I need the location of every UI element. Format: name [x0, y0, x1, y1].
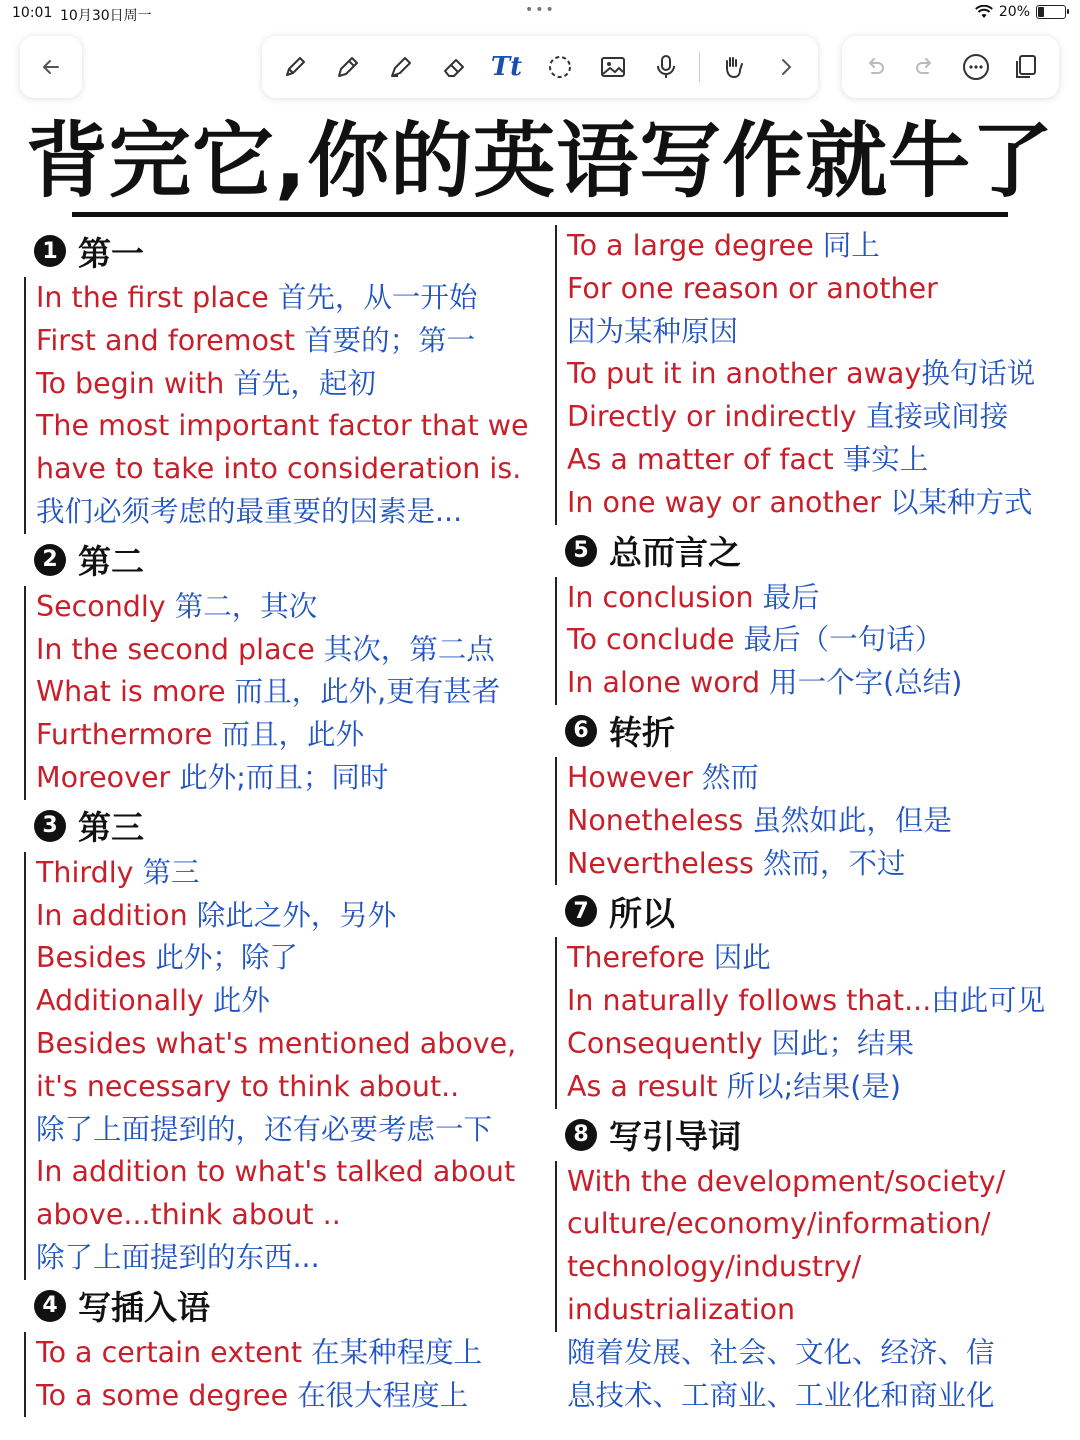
chinese-translation: 用一个字(总结) — [760, 666, 963, 700]
chinese-translation: 此外；除了 — [146, 941, 298, 975]
chinese-translation: 换句话说 — [921, 357, 1036, 391]
english-phrase: have to take into consideration is. — [36, 452, 522, 486]
english-phrase: Directly or indirectly — [567, 400, 857, 434]
section-heading-label: 转折 — [609, 713, 675, 753]
undo-button[interactable] — [855, 47, 895, 87]
english-phrase: In naturally follows that... — [567, 984, 932, 1018]
english-phrase: To begin with — [36, 366, 225, 400]
toolbar-separator — [699, 52, 700, 82]
microphone-icon — [651, 52, 681, 82]
battery-percent: 20% — [998, 4, 1030, 20]
english-phrase: To conclude — [567, 623, 735, 657]
pages-icon — [1011, 52, 1041, 82]
phrase-line — [36, 277, 544, 320]
section-heading-label: 写引导词 — [609, 1117, 741, 1157]
phrase-line — [36, 405, 544, 448]
phrase-block — [555, 225, 1075, 525]
phrase-line — [567, 225, 1075, 268]
phrase-line — [36, 852, 544, 895]
chinese-translation: 事实上 — [833, 442, 929, 476]
chinese-translation: 在某种程度上 — [302, 1335, 483, 1369]
english-phrase: Consequently — [567, 1026, 763, 1060]
phrase-line — [36, 448, 544, 491]
chinese-translation: 随着发展、社会、文化、经济、信 — [567, 1335, 995, 1369]
phrase-line — [567, 577, 1075, 620]
phrase-line — [36, 320, 544, 363]
chinese-translation: 除了上面提到的，还有必要考虑一下 — [36, 1112, 493, 1146]
english-phrase: To a large degree — [567, 229, 814, 262]
phrase-block — [555, 757, 1075, 885]
pen-tool-button[interactable] — [275, 47, 315, 87]
chinese-translation: 因为某种原因 — [567, 314, 739, 348]
undo-icon — [860, 52, 890, 82]
phrase-block — [555, 937, 1075, 1108]
more-button[interactable] — [956, 47, 996, 87]
phrase-line — [567, 1246, 1075, 1289]
image-icon — [598, 52, 628, 82]
phrase-line — [567, 1161, 1075, 1204]
section-number-badge: 5 — [565, 535, 597, 567]
english-phrase: Besides — [36, 941, 147, 975]
chinese-translation: 此外 — [203, 984, 270, 1018]
chinese-translation: 第二，其次 — [165, 589, 318, 623]
section-number-badge: 2 — [34, 544, 66, 576]
english-phrase: In the first place — [36, 281, 269, 314]
english-phrase: Nevertheless — [567, 846, 754, 880]
phrase-line — [567, 268, 1075, 311]
english-phrase: Secondly — [36, 589, 166, 623]
phrase-line — [567, 980, 1075, 1023]
phrase-line — [567, 757, 1075, 800]
pencil-tool-button[interactable] — [328, 47, 368, 87]
section-heading-label: 总而言之 — [609, 533, 741, 573]
english-phrase: As a matter of fact — [567, 442, 834, 476]
english-phrase: In conclusion — [567, 580, 754, 614]
phrase-line — [36, 671, 544, 714]
pencil-icon — [333, 52, 363, 82]
chinese-translation: 然而，不过 — [753, 846, 906, 880]
phrase-block — [24, 852, 544, 1280]
chinese-translation: 首先，从一开始 — [268, 281, 478, 314]
phrase-line — [36, 586, 544, 629]
section-heading — [24, 225, 544, 277]
chinese-translation: 此外;而且；同时 — [170, 760, 389, 794]
eraser-tool-button[interactable] — [434, 47, 474, 87]
english-phrase: it's necessary to think about.. — [36, 1069, 460, 1103]
chinese-translation: 第三 — [133, 855, 200, 889]
chinese-translation: 因此 — [704, 941, 771, 975]
chinese-translation: 首先，起初 — [224, 366, 376, 400]
english-phrase: Therefore — [567, 941, 705, 975]
phrase-line — [567, 843, 1075, 886]
phrase-line — [36, 714, 544, 757]
phrase-line — [36, 1332, 544, 1375]
chinese-translation: 在很大程度上 — [288, 1378, 469, 1412]
section-heading — [555, 705, 1075, 757]
english-phrase: In alone word — [567, 666, 761, 700]
chinese-translation: 由此可见 — [931, 984, 1046, 1018]
section-number-badge: 7 — [565, 895, 597, 927]
left-column — [24, 225, 544, 1417]
phrase-block — [24, 277, 544, 534]
chinese-translation: 而且，此外 — [212, 718, 364, 752]
english-phrase: industrialization — [567, 1292, 796, 1326]
english-phrase: With the development/society/ — [567, 1164, 1006, 1198]
english-phrase: Nonetheless — [567, 803, 744, 837]
phrase-line — [36, 1237, 544, 1280]
section-heading — [24, 534, 544, 586]
phrase-line — [567, 619, 1075, 662]
lasso-icon — [545, 52, 575, 82]
section-heading-label: 写插入语 — [78, 1288, 210, 1328]
chinese-translation: 最后（一句话） — [734, 623, 944, 657]
phrase-line — [36, 895, 544, 938]
section-number-badge: 4 — [34, 1290, 66, 1322]
phrase-line — [36, 629, 544, 672]
section-number-badge: 6 — [565, 715, 597, 747]
section-heading-label: 第三 — [78, 808, 144, 848]
section-heading-label: 第二 — [78, 542, 144, 582]
phrase-line — [567, 1289, 1075, 1332]
microphone-tool-button[interactable] — [646, 47, 686, 87]
english-phrase: However — [567, 760, 693, 794]
phrase-line — [567, 311, 1075, 354]
english-phrase: To put it in another away — [567, 357, 922, 391]
pen-icon — [280, 52, 310, 82]
phrase-line — [567, 1023, 1075, 1066]
english-phrase: Moreover — [36, 760, 171, 794]
english-phrase: For one reason or another — [567, 271, 938, 305]
text-tool-icon: Tt — [490, 52, 523, 82]
phrase-line — [567, 439, 1075, 482]
chinese-translation: 同上 — [813, 229, 880, 262]
redo-button[interactable] — [905, 47, 945, 87]
chinese-translation: 首要的；第一 — [295, 323, 476, 357]
actions-toolbar — [842, 36, 1059, 98]
phrase-line — [36, 757, 544, 800]
right-column — [555, 225, 1075, 1417]
english-phrase: The most important factor that we — [36, 409, 529, 443]
chinese-translation: 然而 — [692, 760, 759, 794]
phrase-line — [567, 353, 1075, 396]
highlighter-icon — [386, 52, 416, 82]
english-phrase: What is more — [36, 675, 226, 709]
section-heading — [555, 525, 1075, 577]
phrase-line — [567, 800, 1075, 843]
phrase-line — [36, 491, 544, 534]
phrase-line — [36, 937, 544, 980]
highlighter-tool-button[interactable] — [381, 47, 421, 87]
phrase-line — [567, 482, 1075, 525]
phrase-line — [567, 662, 1075, 705]
phrase-line — [36, 1023, 544, 1066]
phrase-line — [567, 1066, 1075, 1109]
chinese-translation: 而且，此外,更有甚者 — [225, 675, 501, 709]
chinese-translation: 因此；结果 — [762, 1026, 915, 1060]
more-icon — [961, 52, 991, 82]
chinese-translation: 最后 — [753, 580, 820, 614]
chinese-translation: 息技术、工商业、工业化和商业化 — [567, 1378, 995, 1412]
chinese-translation: 直接或间接 — [856, 400, 1009, 434]
section-number-badge: 1 — [34, 235, 66, 267]
back-panel — [20, 36, 82, 98]
hand-gesture-button[interactable] — [713, 47, 753, 87]
page-title: 背完它,你的英语写作就牛了 — [25, 114, 1055, 209]
english-phrase: In addition — [36, 898, 188, 932]
section-heading — [555, 1109, 1075, 1161]
phrase-line — [36, 1375, 544, 1418]
chinese-translation: 其次，第二点 — [314, 632, 495, 666]
hand-gesture-icon — [718, 52, 748, 82]
battery-fill — [1038, 7, 1044, 17]
section-heading — [24, 1280, 544, 1332]
back-button[interactable] — [31, 47, 71, 87]
pages-button[interactable] — [1006, 47, 1046, 87]
english-phrase: As a result — [567, 1069, 718, 1103]
chinese-translation: 除了上面提到的东西... — [36, 1240, 320, 1274]
image-tool-button[interactable] — [593, 47, 633, 87]
phrase-block — [24, 586, 544, 800]
phrase-line — [567, 1203, 1075, 1246]
english-phrase: culture/economy/information/ — [567, 1207, 991, 1241]
phrase-line — [36, 1109, 544, 1152]
section-heading-label: 第一 — [78, 233, 144, 273]
chinese-translation: 所以;结果(是) — [717, 1069, 901, 1103]
battery-icon — [1036, 5, 1066, 19]
phrase-block — [555, 1161, 1075, 1332]
phrase-block — [555, 1332, 1075, 1418]
phrase-line — [36, 1066, 544, 1109]
section-number-badge: 8 — [565, 1119, 597, 1151]
english-phrase: above...think about .. — [36, 1198, 341, 1232]
phrase-line — [567, 1375, 1075, 1418]
phrase-block — [24, 1332, 544, 1418]
text-tool-button[interactable] — [487, 47, 527, 87]
english-phrase: To a some degree — [36, 1378, 289, 1412]
section-heading — [24, 800, 544, 852]
drawing-toolbar — [262, 36, 818, 98]
phrase-line — [36, 1194, 544, 1237]
english-phrase: In one way or another — [567, 485, 881, 519]
english-phrase: First and foremost — [36, 323, 296, 357]
status-date: 10月30日周一 — [60, 8, 152, 24]
phrase-line — [36, 363, 544, 406]
english-phrase: In addition to what's talked about — [36, 1155, 516, 1189]
phrase-line — [36, 980, 544, 1023]
chevron-right-icon — [771, 52, 801, 82]
chinese-translation: 虽然如此，但是 — [743, 803, 952, 837]
lasso-tool-button[interactable] — [540, 47, 580, 87]
english-phrase: Additionally — [36, 984, 204, 1018]
phrase-line — [567, 396, 1075, 439]
redo-icon — [910, 52, 940, 82]
section-number-badge: 3 — [34, 810, 66, 842]
status-right — [975, 4, 1066, 20]
eraser-icon — [439, 52, 469, 82]
chinese-translation: 以某种方式 — [881, 485, 1033, 519]
status-bar — [0, 0, 1080, 28]
phrase-line — [567, 1332, 1075, 1375]
phrase-line — [36, 1151, 544, 1194]
multitask-dots[interactable]: ••• — [525, 2, 556, 18]
english-phrase: technology/industry/ — [567, 1250, 862, 1284]
phrase-line — [567, 937, 1075, 980]
more-tools-button[interactable] — [766, 47, 806, 87]
title-underline — [72, 212, 1008, 217]
chinese-translation: 我们必须考虑的最重要的因素是... — [36, 494, 463, 528]
english-phrase: To a certain extent — [36, 1335, 303, 1369]
english-phrase: In the second place — [36, 632, 315, 666]
section-heading — [555, 885, 1075, 937]
english-phrase: Thirdly — [36, 855, 134, 889]
chinese-translation: 除此之外，另外 — [187, 898, 397, 932]
phrase-block — [555, 577, 1075, 705]
english-phrase: Besides what's mentioned above, — [36, 1026, 517, 1060]
section-heading-label: 所以 — [609, 893, 675, 933]
wifi-icon — [975, 5, 993, 19]
arrow-left-icon — [36, 52, 66, 82]
status-time: 10:01 — [12, 5, 53, 21]
english-phrase: Furthermore — [36, 718, 213, 752]
